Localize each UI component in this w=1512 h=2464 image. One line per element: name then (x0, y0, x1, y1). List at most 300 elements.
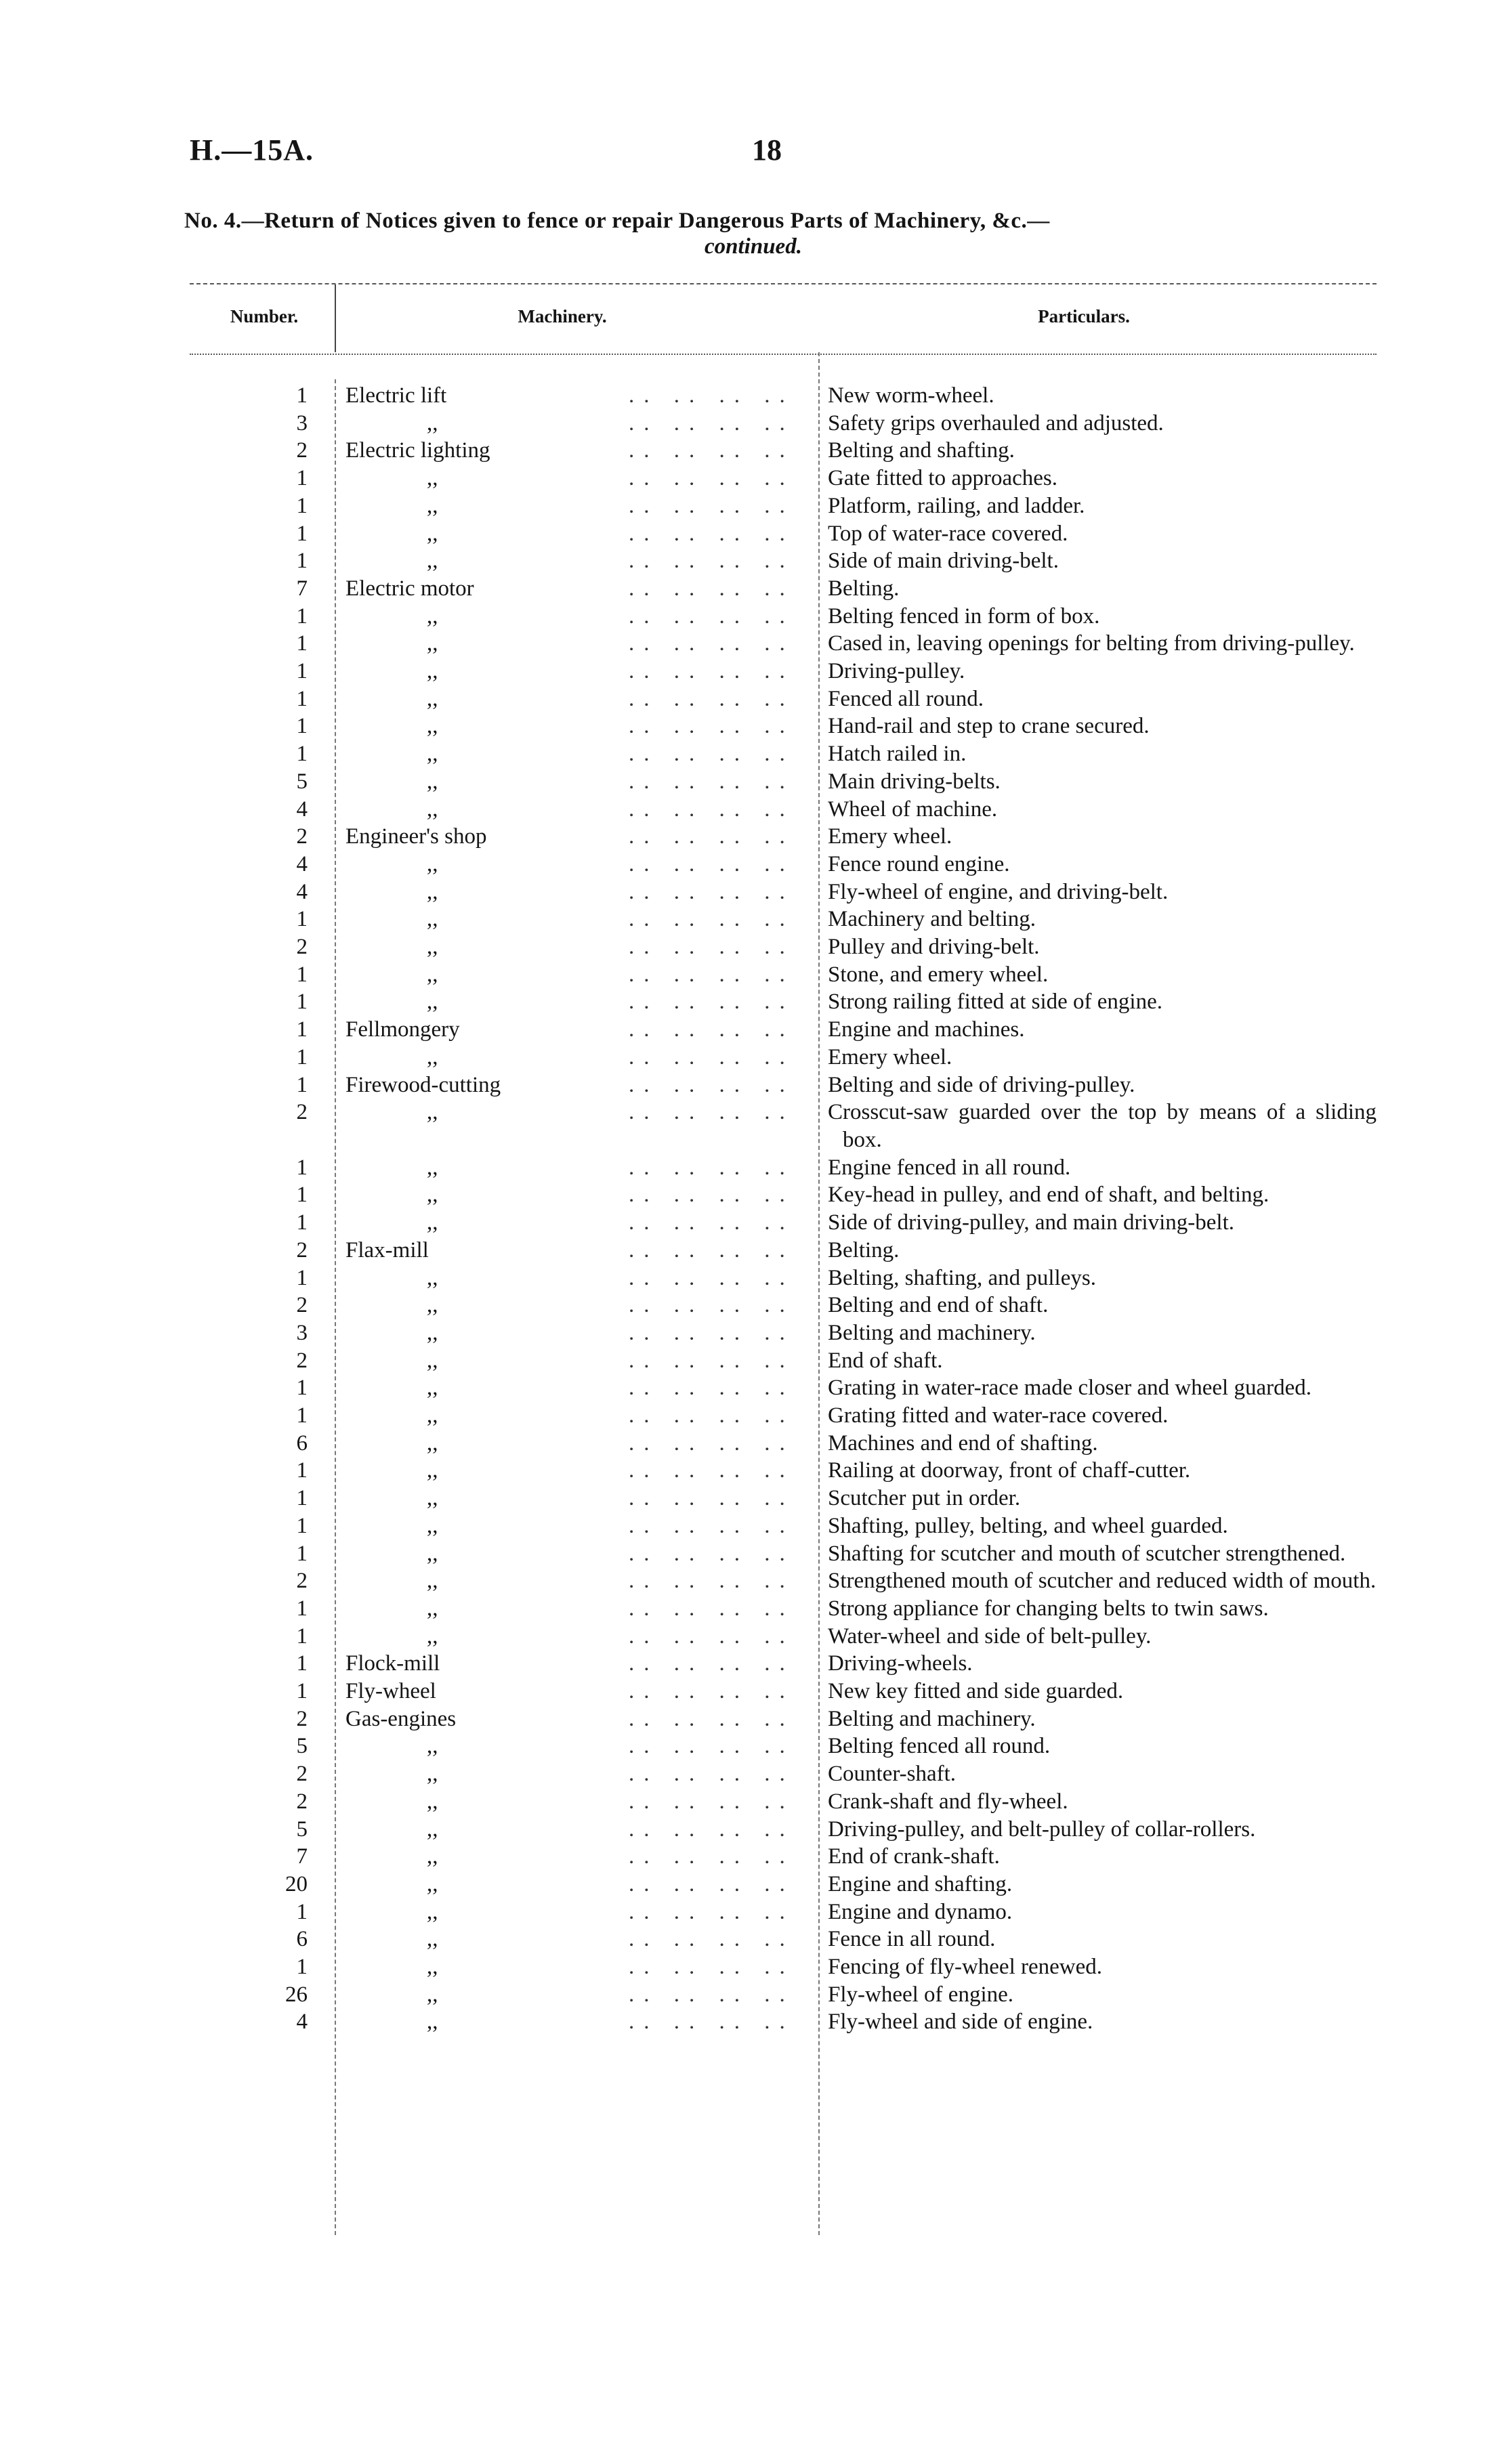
particulars-text: Scutcher put in order. (828, 1486, 1021, 1511)
row-number: 1 (296, 1072, 308, 1097)
particulars-text: Shafting, pulley, belting, and wheel guarded. (828, 1513, 1228, 1538)
row-spacer (308, 906, 345, 933)
particulars-text: Engine and machines. (828, 1017, 1025, 1042)
table-row (182, 1953, 1377, 1981)
row-spacer (308, 1485, 345, 1512)
table-row (182, 2008, 1377, 2036)
row-particulars (828, 1540, 1377, 1568)
row-number: 4 (296, 851, 308, 876)
table-row (182, 1512, 1377, 1540)
table-row (182, 1237, 1377, 1265)
row-number: 1 (296, 990, 308, 1015)
row-machinery: Engineer's shop (345, 824, 487, 849)
row-machinery: Fellmongery (345, 1017, 460, 1042)
leader-dots: .. .. .. .. (629, 1623, 795, 1649)
particulars-text: Platform, railing, and ladder. (828, 493, 1085, 518)
row-particulars (828, 1374, 1377, 1402)
column-divider-number (335, 284, 336, 352)
particulars-text: Side of driving-pulley, and main driving-belt. (828, 1210, 1234, 1235)
row-machinery: ,, (427, 1320, 438, 1345)
table-row (182, 547, 1377, 575)
row-particulars (828, 603, 1377, 631)
row-particulars (828, 1099, 1377, 1153)
leader-dots: .. .. .. .. (629, 1899, 795, 1924)
leader-dots: .. .. .. .. (629, 493, 795, 518)
table-row (182, 685, 1377, 713)
particulars-text: New worm-wheel. (828, 383, 994, 408)
particulars-text: Fence round engine. (828, 851, 1010, 876)
particulars-text: Hatch railed in. (828, 742, 967, 767)
leader-dots: .. .. .. .. (629, 383, 795, 408)
table-title: No. 4.—Return of Notices given to fence or repair Dangerous Parts of Machinery, &c.— (184, 209, 1050, 233)
row-machinery: ,, (427, 1623, 438, 1649)
row-number: 3 (296, 1320, 308, 1345)
row-spacer (308, 1512, 345, 1540)
leader-dots: .. .. .. .. (629, 659, 795, 684)
particulars-text: Water-wheel and side of belt-pulley. (828, 1623, 1152, 1649)
row-spacer (308, 1154, 345, 1182)
row-machinery: ,, (427, 742, 438, 767)
leader-dots: .. .. .. .. (629, 2010, 795, 2035)
particulars-text: End of crank-shaft. (828, 1844, 1000, 1869)
row-particulars (828, 988, 1377, 1016)
row-number: 4 (296, 879, 308, 904)
row-spacer (308, 1265, 345, 1292)
row-particulars (828, 1871, 1377, 1898)
row-spacer (308, 1044, 345, 1071)
table-row (182, 1044, 1377, 1071)
table-row (182, 1871, 1377, 1898)
leader-dots: .. .. .. .. (629, 1458, 795, 1483)
leader-dots: .. .. .. .. (629, 576, 795, 601)
row-particulars (828, 1843, 1377, 1871)
row-spacer (308, 1843, 345, 1871)
row-machinery: ,, (427, 1044, 438, 1069)
leader-dots: .. .. .. .. (629, 1569, 795, 1594)
row-spacer (308, 1953, 345, 1981)
table-row (182, 1816, 1377, 1844)
leader-dots: .. .. .. .. (629, 1320, 795, 1345)
row-particulars (828, 1953, 1377, 1981)
row-particulars (828, 685, 1377, 713)
particulars-text: Fence in all round. (828, 1927, 996, 1952)
row-number: 1 (296, 907, 308, 932)
row-particulars (828, 1788, 1377, 1816)
row-machinery: ,, (427, 1596, 438, 1621)
row-machinery: ,, (427, 659, 438, 684)
leader-dots: .. .. .. .. (629, 1376, 795, 1401)
row-number: 1 (296, 603, 308, 629)
row-particulars (828, 1512, 1377, 1540)
row-machinery: ,, (427, 1513, 438, 1538)
row-particulars (828, 437, 1377, 465)
row-machinery: ,, (427, 796, 438, 822)
leader-dots: .. .. .. .. (629, 1072, 795, 1097)
leader-dots: .. .. .. .. (629, 935, 795, 960)
row-number: 2 (296, 1237, 308, 1262)
row-number: 2 (296, 824, 308, 849)
row-number: 5 (296, 769, 308, 794)
row-machinery: Fly-wheel (345, 1679, 436, 1704)
row-spacer (308, 768, 345, 796)
leader-dots: .. .. .. .. (629, 1651, 795, 1676)
row-particulars (828, 575, 1377, 603)
row-machinery: ,, (427, 1541, 438, 1566)
row-machinery: ,, (427, 549, 438, 574)
table-row (182, 1347, 1377, 1375)
row-particulars (828, 1595, 1377, 1623)
particulars-text: Grating in water-race made closer and wheel guarded. (828, 1376, 1311, 1401)
table-row (182, 1760, 1377, 1788)
leader-dots: .. .. .. .. (629, 1237, 795, 1262)
leader-dots: .. .. .. .. (629, 851, 795, 876)
row-particulars (828, 1237, 1377, 1265)
particulars-text: Crosscut-saw guarded over the top by means of a sliding box. (828, 1100, 1377, 1152)
row-spacer (308, 1981, 345, 2009)
row-number: 1 (296, 742, 308, 767)
row-spacer (308, 658, 345, 685)
leader-dots: .. .. .. .. (629, 1982, 795, 2007)
table-row (182, 878, 1377, 906)
row-particulars (828, 410, 1377, 438)
row-particulars (828, 1347, 1377, 1375)
row-number: 1 (296, 1623, 308, 1649)
table-row (182, 1319, 1377, 1347)
row-number: 6 (296, 1430, 308, 1456)
particulars-text: Fly-wheel and side of engine. (828, 2010, 1093, 2035)
row-number: 6 (296, 1927, 308, 1952)
row-machinery: ,, (427, 962, 438, 987)
leader-dots: .. .. .. .. (629, 714, 795, 739)
row-particulars (828, 823, 1377, 851)
particulars-text: Belting. (828, 1237, 900, 1262)
row-number: 1 (296, 493, 308, 518)
particulars-text: Main driving-belts. (828, 769, 1001, 794)
particulars-text: Belting fenced all round. (828, 1734, 1051, 1759)
particulars-text: Fenced all round. (828, 686, 984, 711)
row-spacer (308, 1292, 345, 1319)
row-spacer (308, 1650, 345, 1678)
row-number: 2 (296, 1706, 308, 1731)
row-spacer (308, 1457, 345, 1485)
particulars-text: Top of water-race covered. (828, 521, 1068, 546)
leader-dots: .. .. .. .. (629, 1486, 795, 1511)
particulars-text: Belting, shafting, and pulleys. (828, 1265, 1096, 1290)
row-spacer (308, 1595, 345, 1623)
leader-dots: .. .. .. .. (629, 1155, 795, 1180)
row-number: 1 (296, 1376, 308, 1401)
row-machinery: ,, (427, 714, 438, 739)
row-particulars (828, 1623, 1377, 1651)
table-row (182, 1733, 1377, 1760)
leader-dots: .. .. .. .. (629, 410, 795, 436)
leader-dots: .. .. .. .. (629, 1706, 795, 1731)
row-spacer (308, 1209, 345, 1237)
table-row (182, 658, 1377, 685)
row-spacer (308, 1071, 345, 1099)
particulars-text: New key fitted and side guarded. (828, 1679, 1124, 1704)
row-number: 1 (296, 1458, 308, 1483)
particulars-text: Key-head in pulley, and end of shaft, and belting. (828, 1183, 1269, 1208)
table-row (182, 1292, 1377, 1319)
column-header-machinery: Machinery. (518, 306, 607, 326)
leader-dots: .. .. .. .. (629, 1403, 795, 1428)
row-particulars (828, 1292, 1377, 1319)
table-row (182, 1209, 1377, 1237)
row-number: 1 (296, 1486, 308, 1511)
particulars-text: Machines and end of shafting. (828, 1430, 1098, 1456)
row-number: 1 (296, 1513, 308, 1538)
row-spacer (308, 1237, 345, 1265)
leader-dots: .. .. .. .. (629, 1430, 795, 1456)
row-particulars (828, 1485, 1377, 1512)
row-machinery: Electric lift (345, 383, 447, 408)
row-particulars (828, 658, 1377, 685)
table-row (182, 1650, 1377, 1678)
particulars-text: Machinery and belting. (828, 907, 1036, 932)
particulars-text: Counter-shaft. (828, 1762, 957, 1787)
row-spacer (308, 1567, 345, 1595)
row-particulars (828, 1650, 1377, 1678)
leader-dots: .. .. .. .. (629, 631, 795, 656)
leader-dots: .. .. .. .. (629, 438, 795, 463)
row-particulars (828, 1044, 1377, 1071)
row-machinery: Electric lighting (345, 438, 490, 463)
row-machinery: ,, (427, 1762, 438, 1787)
row-spacer (308, 1347, 345, 1375)
table-row (182, 410, 1377, 438)
row-machinery: ,, (427, 1293, 438, 1318)
row-number: 1 (296, 714, 308, 739)
particulars-text: Fly-wheel of engine. (828, 1982, 1014, 2007)
row-number: 1 (296, 1210, 308, 1235)
row-machinery: Electric motor (345, 576, 474, 601)
row-particulars (828, 796, 1377, 824)
row-machinery: ,, (427, 2010, 438, 2035)
row-spacer (308, 1926, 345, 1953)
row-particulars (828, 382, 1377, 410)
particulars-text: Belting and machinery. (828, 1706, 1036, 1731)
leader-dots: .. .. .. .. (629, 907, 795, 932)
row-number: 2 (296, 935, 308, 960)
row-machinery: ,, (427, 1927, 438, 1952)
leader-dots: .. .. .. .. (629, 1348, 795, 1373)
row-particulars (828, 465, 1377, 492)
row-machinery: ,, (427, 990, 438, 1015)
particulars-text: Belting and side of driving-pulley. (828, 1072, 1135, 1097)
row-particulars (828, 1898, 1377, 1926)
particulars-text: Side of main driving-belt. (828, 549, 1059, 574)
row-particulars (828, 1926, 1377, 1953)
particulars-text: Driving-pulley. (828, 659, 965, 684)
table-row (182, 1265, 1377, 1292)
row-spacer (308, 878, 345, 906)
row-machinery: ,, (427, 935, 438, 960)
particulars-text: Grating fitted and water-race covered. (828, 1403, 1169, 1428)
leader-dots: .. .. .. .. (629, 1844, 795, 1869)
leader-dots: .. .. .. .. (629, 1817, 795, 1842)
particulars-text: Safety grips overhauled and adjusted. (828, 410, 1164, 436)
leader-dots: .. .. .. .. (629, 879, 795, 904)
leader-dots: .. .. .. .. (629, 1183, 795, 1208)
column-header-particulars: Particulars. (1038, 306, 1130, 326)
row-spacer (308, 1540, 345, 1568)
leader-dots: .. .. .. .. (629, 824, 795, 849)
row-particulars (828, 878, 1377, 906)
row-number: 1 (296, 466, 308, 491)
leader-dots: .. .. .. .. (629, 1679, 795, 1704)
row-particulars (828, 933, 1377, 961)
row-spacer (308, 1099, 345, 1153)
row-particulars (828, 1678, 1377, 1705)
page-number: 18 (752, 133, 782, 167)
row-spacer (308, 988, 345, 1016)
row-particulars (828, 1816, 1377, 1844)
row-particulars (828, 1457, 1377, 1485)
row-particulars (828, 1181, 1377, 1209)
row-number: 7 (296, 1844, 308, 1869)
row-particulars (828, 713, 1377, 740)
table-row (182, 1981, 1377, 2009)
row-machinery: ,, (427, 493, 438, 518)
row-machinery: ,, (427, 907, 438, 932)
table-row (182, 796, 1377, 824)
row-spacer (308, 1816, 345, 1844)
particulars-text: Pulley and driving-belt. (828, 935, 1040, 960)
row-machinery: ,, (427, 1871, 438, 1896)
row-spacer (308, 2008, 345, 2036)
table-row (182, 1374, 1377, 1402)
particulars-text: Emery wheel. (828, 1044, 952, 1069)
row-number: 2 (296, 438, 308, 463)
row-spacer (308, 713, 345, 740)
row-number: 1 (296, 1265, 308, 1290)
row-machinery: ,, (427, 1348, 438, 1373)
row-machinery: ,, (427, 1486, 438, 1511)
row-particulars (828, 1319, 1377, 1347)
table-row (182, 1623, 1377, 1651)
particulars-text: Belting and shafting. (828, 438, 1015, 463)
particulars-text: End of shaft. (828, 1348, 943, 1373)
row-particulars (828, 1016, 1377, 1044)
row-number: 26 (285, 1982, 308, 2007)
row-machinery: ,, (427, 1183, 438, 1208)
table-row (182, 1485, 1377, 1512)
row-machinery: Flock-mill (345, 1651, 440, 1676)
row-machinery: ,, (427, 1376, 438, 1401)
particulars-text: Hand-rail and step to crane secured. (828, 714, 1150, 739)
table-row (182, 1099, 1377, 1153)
row-spacer (308, 1705, 345, 1733)
table-row (182, 823, 1377, 851)
particulars-text: Emery wheel. (828, 824, 952, 849)
table-row (182, 1926, 1377, 1953)
table-row (182, 382, 1377, 410)
row-machinery: ,, (427, 1403, 438, 1428)
row-number: 2 (296, 1348, 308, 1373)
row-spacer (308, 492, 345, 520)
particulars-text: Belting and machinery. (828, 1320, 1036, 1345)
row-spacer (308, 1788, 345, 1816)
particulars-text: Belting fenced in form of box. (828, 603, 1100, 629)
row-machinery: ,, (427, 1210, 438, 1235)
row-particulars (828, 961, 1377, 989)
row-particulars (828, 1402, 1377, 1430)
row-machinery: ,, (427, 603, 438, 629)
row-number: 2 (296, 1762, 308, 1787)
leader-dots: .. .. .. .. (629, 686, 795, 711)
table-row (182, 768, 1377, 796)
row-spacer (308, 465, 345, 492)
row-machinery: ,, (427, 851, 438, 876)
row-spacer (308, 437, 345, 465)
leader-dots: .. .. .. .. (629, 1789, 795, 1814)
particulars-text: Strong appliance for changing belts to twin saws. (828, 1596, 1269, 1621)
row-spacer (308, 1402, 345, 1430)
notices-table (182, 382, 1377, 2036)
row-machinery: ,, (427, 1265, 438, 1290)
row-spacer (308, 1898, 345, 1926)
row-spacer (308, 1733, 345, 1760)
table-row (182, 1540, 1377, 1568)
table-row (182, 1071, 1377, 1099)
table-row (182, 520, 1377, 548)
leader-dots: .. .. .. .. (629, 603, 795, 629)
particulars-text: Gate fitted to approaches. (828, 466, 1058, 491)
row-machinery: ,, (427, 1569, 438, 1594)
row-particulars (828, 547, 1377, 575)
row-machinery: ,, (427, 879, 438, 904)
row-machinery: ,, (427, 769, 438, 794)
particulars-text: Fencing of fly-wheel renewed. (828, 1955, 1103, 1980)
row-machinery: ,, (427, 1817, 438, 1842)
row-number: 2 (296, 1100, 308, 1125)
row-particulars (828, 906, 1377, 933)
row-particulars (828, 1733, 1377, 1760)
row-spacer (308, 1319, 345, 1347)
table-row (182, 603, 1377, 631)
table-row (182, 1595, 1377, 1623)
row-number: 1 (296, 1541, 308, 1566)
table-row (182, 1788, 1377, 1816)
row-machinery: ,, (427, 1844, 438, 1869)
row-spacer (308, 603, 345, 631)
row-machinery: ,, (427, 631, 438, 656)
particulars-text: Engine and shafting. (828, 1871, 1013, 1896)
leader-dots: .. .. .. .. (629, 549, 795, 574)
particulars-text: Engine fenced in all round. (828, 1155, 1071, 1180)
row-number: 4 (296, 2010, 308, 2035)
row-number: 7 (296, 576, 308, 601)
row-number: 1 (296, 549, 308, 574)
row-number: 1 (296, 962, 308, 987)
table-row (182, 1016, 1377, 1044)
leader-dots: .. .. .. .. (629, 990, 795, 1015)
row-particulars (828, 1209, 1377, 1237)
row-number: 1 (296, 1596, 308, 1621)
row-particulars (828, 1265, 1377, 1292)
row-machinery: ,, (427, 1734, 438, 1759)
row-particulars (828, 2008, 1377, 2036)
particulars-text: Strong railing fitted at side of engine. (828, 990, 1162, 1015)
row-machinery: ,, (427, 1955, 438, 1980)
leader-dots: .. .. .. .. (629, 1762, 795, 1787)
row-spacer (308, 547, 345, 575)
row-spacer (308, 1430, 345, 1458)
row-spacer (308, 796, 345, 824)
particulars-text: Driving-wheels. (828, 1651, 973, 1676)
leader-dots: .. .. .. .. (629, 1513, 795, 1538)
